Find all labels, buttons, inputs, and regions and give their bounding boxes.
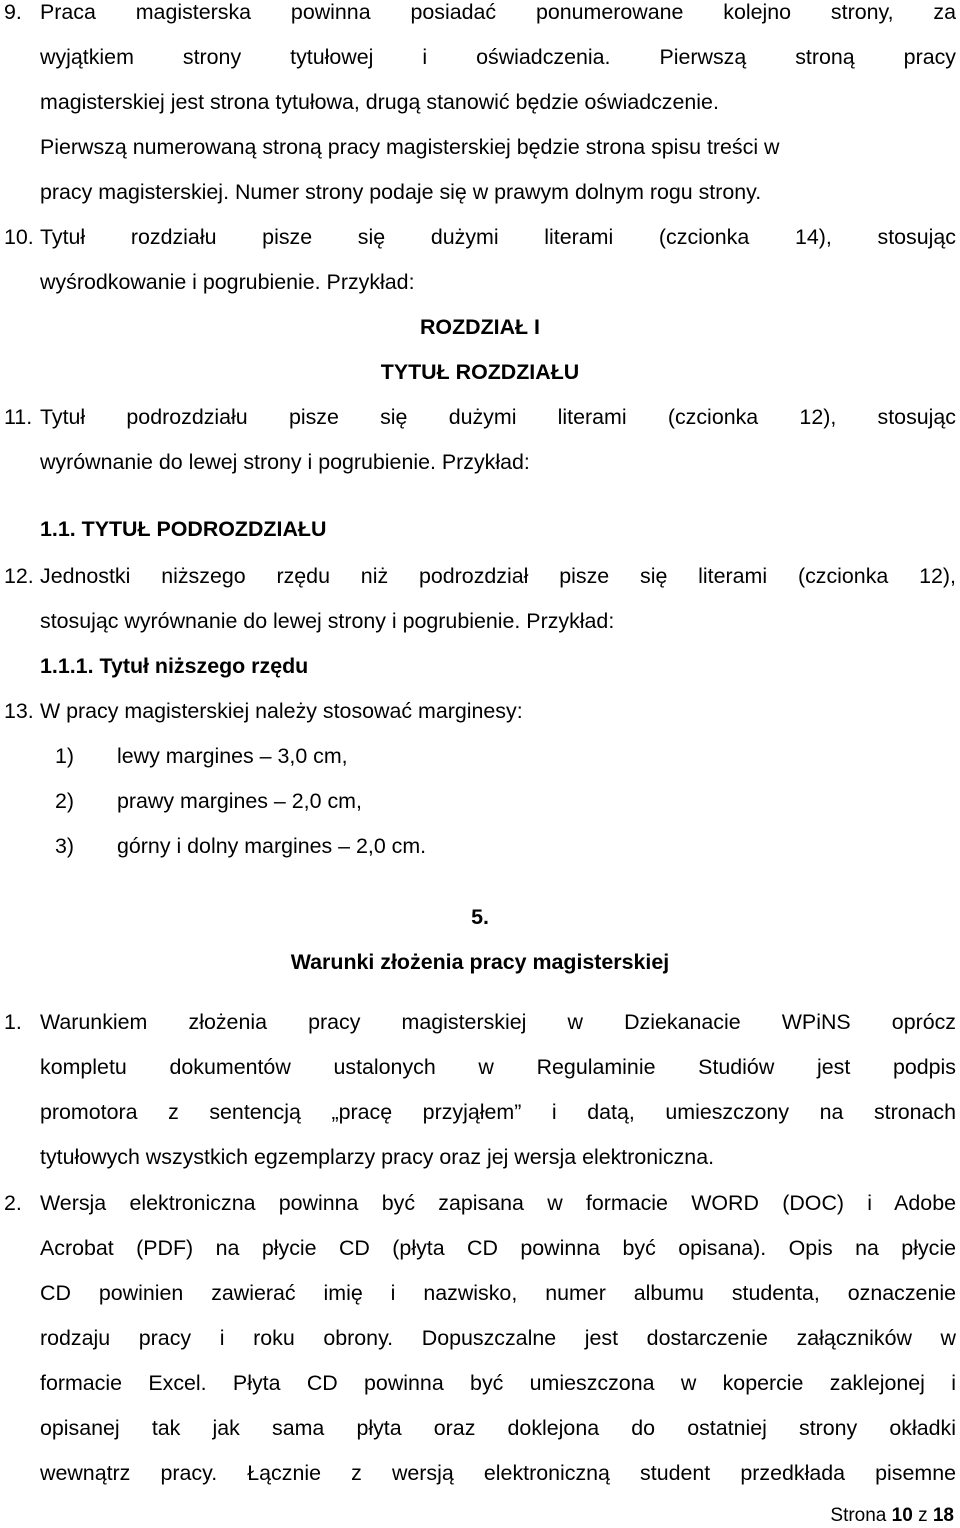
example-heading	[0, 358, 960, 386]
item-line: wewnątrz pracy. Łącznie z wersją elektroniczną student przedkłada pisemne	[40, 1461, 956, 1485]
list-item-line	[0, 43, 960, 71]
sublist-item	[0, 787, 960, 815]
list-item-line	[0, 1143, 960, 1171]
sublist-text: prawy margines – 2,0 cm,	[117, 789, 362, 813]
item-line: W pracy magisterskiej należy stosować marginesy:	[40, 699, 523, 723]
item-line: wyjątkiem strony tytułowej i oświadczenia. Pierwszą stroną pracy	[40, 45, 956, 69]
footer-of: z	[918, 1505, 928, 1526]
item-line: Warunkiem złożenia pracy magisterskiej w Dziekanacie WPiNS oprócz	[40, 1010, 956, 1034]
item-line: wyśrodkowanie i pogrubienie. Przykład:	[40, 270, 415, 294]
item-line: promotora z sentencją „pracę przyjąłem” i datą, umieszczony na stronach	[40, 1100, 956, 1124]
list-item	[0, 223, 960, 251]
item-number: 12.	[4, 564, 34, 588]
example-chapter-number: ROZDZIAŁ I	[419, 315, 540, 339]
section-title	[0, 948, 960, 976]
item-number: 10.	[4, 225, 34, 249]
sublist-item	[0, 832, 960, 860]
page-footer	[830, 1505, 954, 1527]
sublist-item	[0, 742, 960, 770]
item-line: stosując wyrównanie do lewej strony i pogrubienie. Przykład:	[40, 609, 615, 633]
list-item-line	[0, 1459, 960, 1487]
list-item-line	[0, 607, 960, 635]
list-item	[0, 697, 960, 725]
list-item-line	[0, 1369, 960, 1397]
section-number	[0, 903, 960, 931]
item-line: Praca magisterska powinna posiadać ponumerowane kolejno strony, za	[40, 0, 956, 24]
sublist-number: 3)	[55, 834, 75, 858]
item-line: tytułowych wszystkich egzemplarzy pracy oraz jej wersja elektroniczna.	[40, 1145, 715, 1169]
list-item-line	[0, 178, 960, 206]
section-number-text: 5.	[471, 905, 489, 929]
list-item-line	[0, 1279, 960, 1307]
item-line: pracy magisterskiej. Numer strony podaje się w prawym dolnym rogu strony.	[40, 180, 762, 204]
list-item-line	[0, 448, 960, 476]
item-line: rodzaju pracy i roku obrony. Dopuszczalne jest dostarczenie załączników w	[40, 1326, 956, 1350]
list-item	[0, 403, 960, 431]
sublist-text: lewy margines – 3,0 cm,	[117, 744, 348, 768]
example-subchapter: 1.1. TYTUŁ PODROZDZIAŁU	[40, 517, 327, 541]
item-line: Tytuł podrozdziału pisze się dużymi literami (czcionka 12), stosując	[40, 405, 956, 429]
footer-total-pages: 18	[932, 1505, 954, 1526]
item-number: 11.	[4, 405, 33, 429]
footer-page-number: 10	[891, 1505, 913, 1526]
item-number: 2.	[4, 1191, 22, 1215]
item-line: formacie Excel. Płyta CD powinna być umieszczona w kopercie zaklejonej i	[40, 1371, 956, 1395]
list-item-line	[0, 88, 960, 116]
item-line: magisterskiej jest strona tytułowa, drugą stanowić będzie oświadczenie.	[40, 90, 719, 114]
list-item	[0, 0, 960, 26]
item-line: Tytuł rozdziału pisze się dużymi literami (czcionka 14), stosując	[40, 225, 956, 249]
example-heading	[0, 652, 960, 680]
item-number: 1.	[4, 1010, 22, 1034]
example-lower-level: 1.1.1. Tytuł niższego rzędu	[40, 654, 309, 678]
item-line: wyrównanie do lewej strony i pogrubienie. Przykład:	[40, 450, 530, 474]
list-item-line	[0, 1053, 960, 1081]
example-heading	[0, 515, 960, 543]
list-item	[0, 1189, 960, 1217]
example-chapter-title: TYTUŁ ROZDZIAŁU	[380, 360, 580, 384]
section-title-text: Warunki złożenia pracy magisterskiej	[290, 950, 670, 974]
list-item	[0, 562, 960, 590]
item-line: kompletu dokumentów ustalonych w Regulaminie Studiów jest podpis	[40, 1055, 956, 1079]
list-item-line	[0, 133, 960, 161]
list-item-line	[0, 1234, 960, 1262]
item-line: opisanej tak jak sama płyta oraz doklejona do ostatniej strony okładki	[40, 1416, 956, 1440]
item-number: 13.	[4, 699, 34, 723]
example-heading	[0, 313, 960, 341]
item-line: Jednostki niższego rzędu niż podrozdział pisze się literami (czcionka 12),	[40, 564, 956, 588]
item-line: Pierwszą numerowaną stroną pracy magisterskiej będzie strona spisu treści w	[40, 135, 780, 159]
sublist-number: 2)	[55, 789, 75, 813]
list-item-line	[0, 1414, 960, 1442]
list-item-line	[0, 1324, 960, 1352]
item-number: 9.	[4, 0, 22, 24]
list-item	[0, 1008, 960, 1036]
item-line: Wersja elektroniczna powinna być zapisana w formacie WORD (DOC) i Adobe	[40, 1191, 956, 1215]
sublist-number: 1)	[55, 744, 75, 768]
item-line: CD powinien zawierać imię i nazwisko, numer albumu studenta, oznaczenie	[40, 1281, 956, 1305]
item-line: Acrobat (PDF) na płycie CD (płyta CD powinna być opisana). Opis na płycie	[40, 1236, 956, 1260]
list-item-line	[0, 1098, 960, 1126]
list-item-line	[0, 268, 960, 296]
sublist-text: górny i dolny margines – 2,0 cm.	[117, 834, 427, 858]
footer-label: Strona	[830, 1505, 887, 1526]
